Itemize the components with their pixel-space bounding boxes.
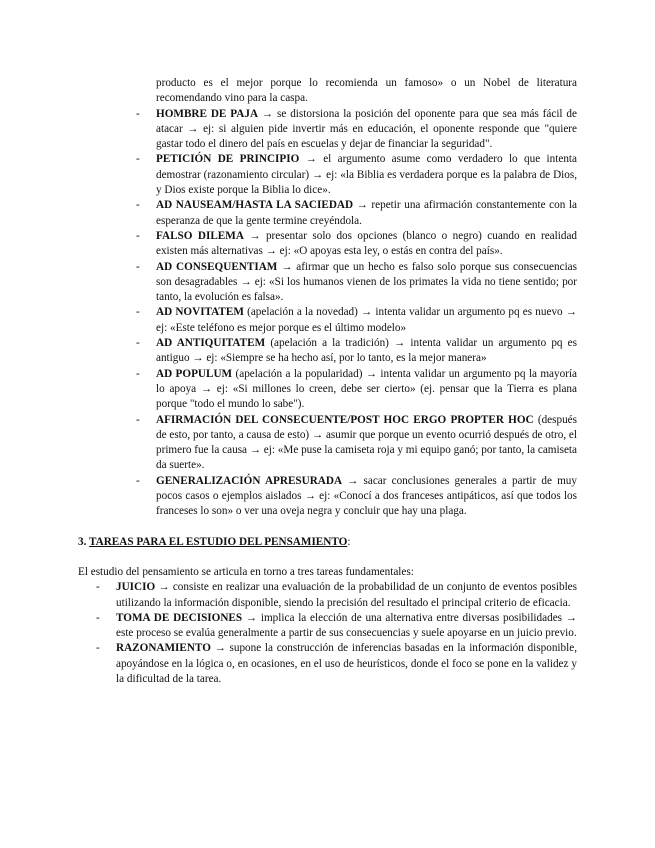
bullet-dash: - [136, 199, 140, 212]
item-term: AD NOVITATEM [156, 306, 244, 319]
bullet-dash: - [136, 367, 140, 380]
list-item [0, 474, 577, 520]
item-description: (después de esto, por tanto, a causa de esto) → asumir que porque un evento ocurrió después de otro, el primero fue la causa → ej: «Me puse la camiseta roja y mi equipo ganó; por tanto, la camiseta da suerte». [156, 413, 577, 472]
item-text [116, 580, 577, 611]
item-description: → sacar conclusiones generales a partir de muy pocos casos o ejemplos aislados → ej: «Conocí a dos franceses antipáticos, así que todos los franceses lo son» o ver una oveja negra y concluir que hay una plaga. [156, 474, 577, 518]
list-item [0, 641, 577, 687]
item-description: → consiste en realizar una evaluación de la probabilidad de un conjunto de eventos posibles utilizando la información disponible, siendo la precisión del resultado el principal criterio de eficacia. [116, 581, 577, 609]
item-text [156, 336, 577, 367]
list-item [0, 107, 577, 153]
page-content [0, 76, 655, 687]
item-text [116, 611, 577, 642]
item-term: AD NAUSEAM/HASTA LA SACIEDAD [156, 199, 354, 212]
list-item [0, 260, 577, 306]
section-title: TAREAS PARA EL ESTUDIO DEL PENSAMIENTO [89, 535, 348, 548]
item-term: AFIRMACIÓN DEL CONSECUENTE/POST HOC ERGO PROPTER HOC [156, 413, 534, 426]
item-description: → afirmar que un hecho es falso solo porque sus consecuencias son desagradables → ej: «Si los humanos vienen de los primates la vida no tiene sentido; por tanto, la evolución es falsa». [156, 260, 577, 304]
item-text [156, 198, 577, 229]
item-description: → presentar solo dos opciones (blanco o negro) cuando en realidad existen más alternativas → ej: «O apoyas esta ley, o estás en contra del país». [156, 229, 578, 258]
item-text [156, 260, 577, 306]
bullet-dash: - [136, 306, 140, 319]
section-heading [78, 535, 655, 550]
item-term: GENERALIZACIÓN APRESURADA [156, 474, 343, 487]
item-term: AD ANTIQUITATEM [156, 337, 266, 350]
list-item [0, 152, 577, 198]
list-item [0, 336, 577, 367]
bullet-dash: - [136, 337, 140, 350]
list-item [0, 413, 577, 474]
item-term: PETICIÓN DE PRINCIPIO [156, 153, 300, 166]
list-item [0, 580, 577, 611]
item-text [156, 152, 577, 198]
bullet-dash: - [96, 611, 100, 624]
list-item [0, 198, 577, 229]
item-term: AD POPULUM [156, 367, 233, 380]
task-list [0, 580, 655, 687]
section-intro: El estudio del pensamiento se articula en torno a tres tareas fundamentales: [78, 565, 414, 578]
bullet-dash: - [96, 642, 100, 655]
item-term: JUICIO [116, 581, 156, 594]
item-description: → el argumento asume como verdadero lo que intenta demostrar (razonamiento circular) → ej: «la Biblia es verdadera porque es la palabra de Dios, y Dios existe porque la Biblia lo dice». [156, 153, 577, 197]
bullet-dash: - [136, 153, 140, 166]
list-item [0, 611, 577, 642]
bullet-dash: - [96, 581, 100, 594]
section-colon: : [347, 535, 351, 548]
item-description: → se distorsiona la posición del oponente para que sea más fácil de atacar → ej: si alguien pide invertir más en educación, el oponente responde que "quiere gastar todo el dinero del país en escuelas y dejar de financiar la seguridad". [156, 107, 577, 151]
item-description: → repetir una afirmación constantemente con la esperanza de que la gente termine creyéndola. [156, 199, 578, 227]
item-text [156, 367, 577, 413]
item-description: (apelación a la popularidad) → intenta validar un argumento pq la mayoría lo apoya → ej: «Si millones lo creen, debe ser cierto» (ej. pensar que la Tierra es plana porque "todo el mundo lo sabe"). [156, 367, 577, 411]
item-text [156, 229, 577, 260]
item-term: AD CONSEQUENTIAM [156, 260, 278, 273]
item-term: TOMA DE DECISIONES [116, 611, 243, 624]
item-description: → supone la construcción de inferencias basadas en la información disponible, apoyándose en la lógica o, en ocasiones, en el uso de heurísticos, donde el foco se pone en la validez y la dificultad de la tarea. [116, 642, 577, 685]
item-text [156, 305, 577, 336]
item-description: (apelación a la novedad) → intenta validar un argumento pq es nuevo → ej: «Este teléfono es mejor porque es el último modelo» [156, 306, 577, 334]
bullet-dash: - [136, 229, 140, 242]
bullet-dash: - [136, 107, 140, 120]
item-term: RAZONAMIENTO [116, 642, 211, 655]
item-term: HOMBRE DE PAJA [156, 107, 259, 120]
bullet-dash: - [136, 260, 140, 273]
item-text [156, 107, 577, 153]
fallacy-list [0, 107, 655, 520]
bullet-dash: - [136, 413, 140, 426]
item-text [156, 474, 577, 520]
item-text [156, 413, 577, 474]
paragraph-continuation: producto es el mejor porque lo recomienda un famoso» o un Nobel de literatura recomendando vino para la caspa. [156, 77, 577, 105]
item-text [116, 641, 577, 687]
bullet-dash: - [136, 474, 140, 487]
section-number: 3. [78, 535, 89, 548]
list-item [0, 305, 577, 336]
item-description: (apelación a la tradición) → intenta validar un argumento pq es antiguo → ej: «Siempre se ha hecho así, por lo tanto, es la mejor manera» [156, 337, 578, 365]
list-item [0, 229, 577, 260]
list-item [0, 367, 577, 413]
item-term: FALSO DILEMA [156, 229, 244, 242]
item-description: → implica la elección de una alternativa entre diversas posibilidades → este proceso se evalúa generalmente a partir de sus consecuencias y suele apoyarse en un juicio previo. [116, 611, 577, 640]
